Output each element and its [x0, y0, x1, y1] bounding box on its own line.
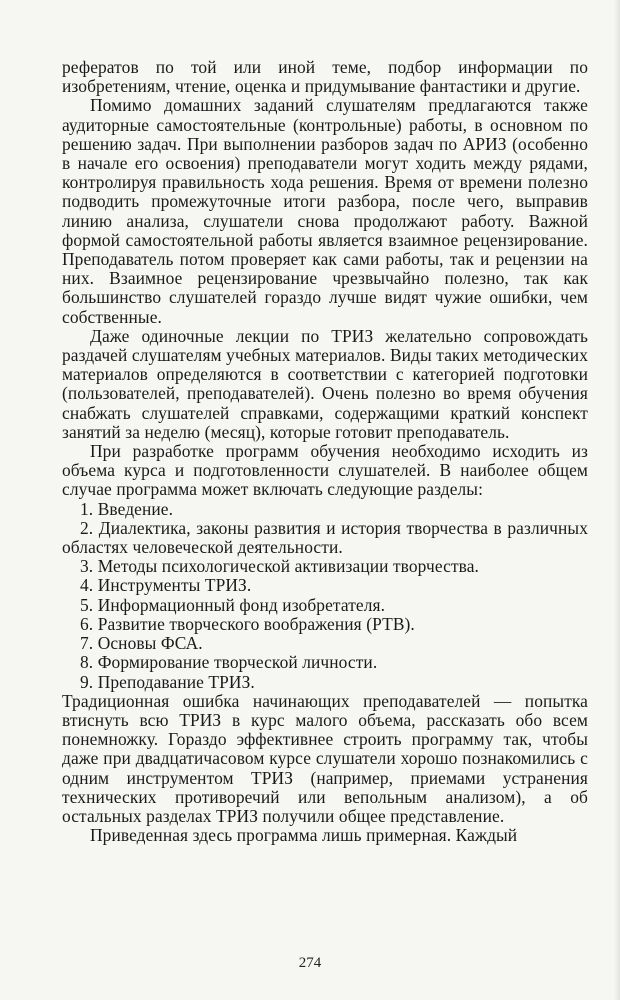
list-item: 5. Информационный фонд изобретателя.	[80, 594, 386, 615]
page-edge-shadow	[614, 0, 620, 1000]
paragraph-common-mistake: Традиционная ошибка начинающих преподавателей — попытка втиснуть всю ТРИЗ в курс малого объема, рассказать обо всем понемножку. Гораздо эффективнее строить программу так, чтобы даже при двадцатичасовом курсе слушатели хорошо познакомились с одним инструментом ТРИЗ (например, приемами устранения технических противоречий или вепольным анализом), а об остальных разделах ТРИЗ получили общее представление.	[62, 690, 588, 826]
list-item: 2. Диалектика, законы развития и история творчества в различных областях человеческой деятельности.	[62, 517, 588, 558]
body-text	[62, 58, 588, 845]
list-item: 3. Методы психологической активизации творчества.	[80, 556, 479, 577]
paragraph-closing: Приведенная здесь программа лишь примерная. Каждый	[90, 825, 518, 846]
list-item: 7. Основы ФСА.	[80, 633, 203, 654]
list-item: 9. Преподавание ТРИЗ.	[80, 671, 255, 692]
list-item: 8. Формирование творческой личности.	[80, 652, 378, 673]
list-item: 6. Развитие творческого воображения (РТВ).	[80, 613, 415, 634]
paragraph-program-development: При разработке программ обучения необходимо исходить из объема курса и подготовленности слушателей. В наиболее общем случае программа может включать следующие разделы:	[62, 441, 588, 500]
paragraph-independent-work: Помимо домашних заданий слушателям предлагаются также аудиторные самостоятельные (контрольные) работы, в основном по решению задач. При выполнении разборов задач по АРИЗ (особенно в начале его освоения) преподаватели могут ходить между рядами, контролируя правильность хода решения. Время от времени полезно подводить промежуточные итоги разбора, после чего, выправив линию анализа, слушатели снова продолжают работу. Важной формой самостоятельной работы является взаимное рецензирование. Преподаватель потом проверяет как сами работы, так и рецензии на них. Взаимное рецензирование чрезвычайно полезно, так как большинство слушателей гораздо лучше видят чужие ошибки, чем собственные.	[62, 95, 588, 327]
paragraph-teaching-materials: Даже одиночные лекции по ТРИЗ желательно сопровождать раздачей слушателям учебных материалов. Виды таких методических материалов определяются в соответствии с категорией подготовки (пользователей, преподавателей). Очень полезно во время обучения снабжать слушателей справками, содержащими краткий конспект занятий за неделю (месяц), которые готовит преподаватель.	[62, 325, 588, 442]
list-item: 4. Инструменты ТРИЗ.	[80, 575, 252, 596]
program-sections-list	[62, 500, 588, 692]
paragraph-continuation: рефератов по той или иной теме, подбор информации по изобретениям, чтение, оценка и придумывание фантастики и другие.	[62, 57, 588, 97]
page-number: 274	[298, 955, 322, 971]
list-item: 1. Введение.	[80, 498, 174, 519]
